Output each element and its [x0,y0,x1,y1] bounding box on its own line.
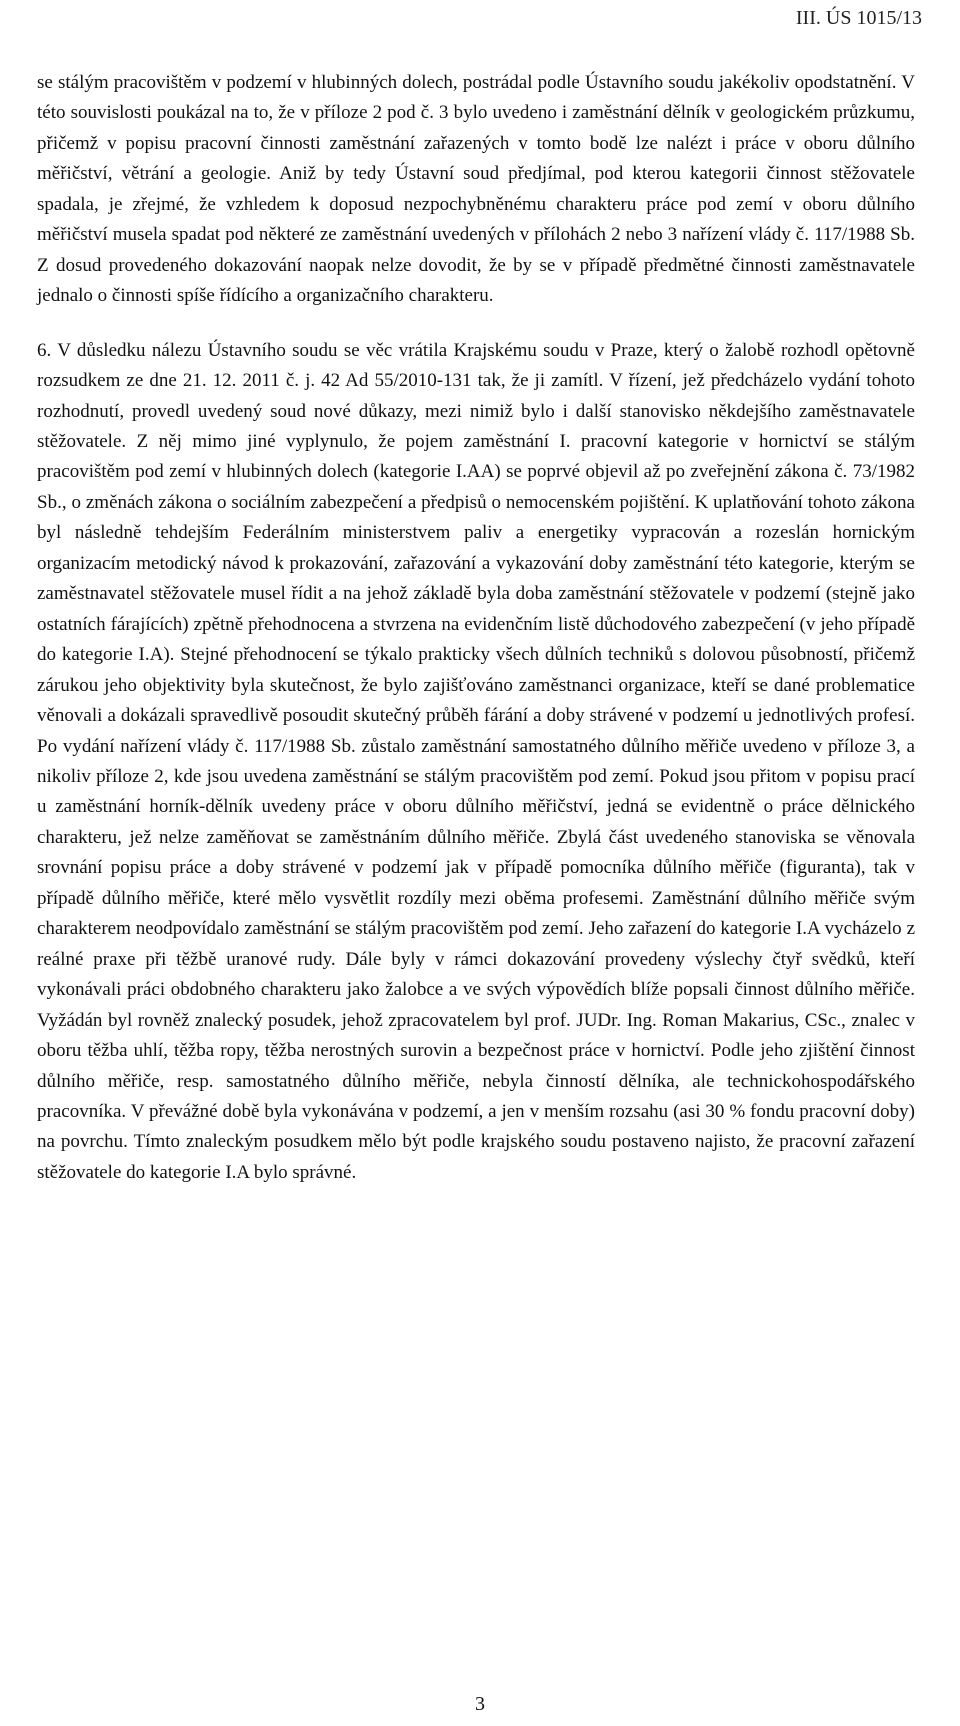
paragraph-spacer [37,312,915,336]
page-number: 3 [475,1693,485,1715]
paragraph-text: V důsledku nálezu Ústavního soudu se věc vrátila Krajskému soudu v Praze, který o žalobě rozhodl opětovně rozsudkem ze dne 21. 12. 2011 č. j. 42 Ad 55/2010-131 tak, že ji zamítl. V řízení, jež předcházelo vydání tohoto rozhodnutí, provedl uvedený soud nové důkazy, mezi nimiž bylo i další stanovisko někdejšího zaměstnavatele stěžovatele. Z něj mimo jiné vyplynulo, že pojem zaměstnání I. pracovní kategorie v hornictví se stálým pracovištěm pod zemí v hlubinných dolech (kategorie I.AA) se poprvé objevil až po zveřejnění zákona č. 73/1982 Sb., o změnách zákona o sociálním zabezpečení a předpisů o nemocenském pojištění. K uplatňování tohoto zákona byl následně tehdejším Federálním ministerstvem paliv a energetiky vypracován a rozeslán hornickým organizacím metodický návod k prokazování, zařazování a vykazování doby zaměstnání této kategorie, kterým se zaměstnavatel stěžovatele musel řídit a na jehož základě byla doba zaměstnání stěžovatele v podzemí (stejně jako ostatních fárajících) zpětně přehodnocena a stvrzena na evidenčním listě důchodového zabezpečení (v jeho případě do kategorie I.A). Stejné přehodnocení se týkalo prakticky všech důlních techniků s dolovou působností, přičemž zárukou jeho objektivity byla skutečnost, že bylo zajišťováno zaměstnanci organizace, kteří se dané problematice věnovali a dokázali spravedlivě posoudit skutečný průběh fárání a doby strávené v podzemí u jednotlivých profesí. Po vydání nařízení vlády č. 117/1988 Sb. zůstalo zaměstnání samostatného důlního měřiče uvedeno v příloze 3, a nikoliv příloze 2, kde jsou uvedena zaměstnání se stálým pracovištěm pod zemí. Pokud jsou přitom v popisu prací u zaměstnání horník-dělník uvedeny práce v oboru důlního měřičství, jedná se evidentně o práce dělnického charakteru, jež nelze zaměňovat se zaměstnáním důlního měřiče. Zbylá část uvedeného stanoviska se věnovala srovnání popisu práce a doby strávené v podzemí jak v případě pomocníka důlního měřiče (figuranta), tak v případě důlního měřiče, které mělo vysvětlit rozdíly mezi oběma profesemi. Zaměstnání důlního měřiče svým charakterem neodpovídalo zaměstnání se stálým pracovištěm pod zemí. Jeho zařazení do kategorie I.A vycházelo z reálné praxe při těžbě uranové rudy. Dále byly v rámci dokazování provedeny výslechy čtyř svědků, kteří vykonávali práci obdobného charakteru jako žalobce a ve svých výpovědích blíže popsali činnost důlního měřiče. Vyžádán byl rovněž znalecký posudek, jehož zpracovatelem byl prof. JUDr. Ing. Roman Makarius, CSc., znalec v oboru těžba uhlí, těžba ropy, těžba nerostných surovin a bezpečnost práce v hornictví. Podle jeho zjištění činnost důlního měřiče, resp. samostatného důlního měřiče, nebyla činností dělníka, ale technickohospodářského pracovníka. V převážné době byla vykonávána v podzemí, a jen v menším rozsahu (asi 30 % fondu pracovní doby) na povrchu. Tímto znaleckým posudkem mělo být podle krajského soudu postaveno najisto, že pracovní zařazení stěžovatele do kategorie I.A bylo správné. [37,339,915,1183]
paragraph-continuation [37,68,915,312]
document-body [37,68,915,1188]
paragraph-text: se stálým pracovištěm v podzemí v hlubinných dolech, postrádal podle Ústavního soudu jakékoliv opodstatnění. V této souvislosti poukázal na to, že v příloze 2 pod č. 3 bylo uvedeno i zaměstnání dělník v geologickém průzkumu, přičemž v popisu pracovní činnosti zaměstnání zařazených v tomto bodě lze nalézt i práce v oboru důlního měřičství, větrání a geologie. Aniž by tedy Ústavní soud předjímal, pod kterou kategorii činnost stěžovatele spadala, je zřejmé, že vzhledem k doposud nezpochybněnému charakteru práce pod zemí v oboru důlního měřičství musela spadat pod některé ze zaměstnání uvedených v přílohách 2 nebo 3 nařízení vlády č. 117/1988 Sb. Z dosud provedeného dokazování naopak nelze dovodit, že by se v případě předmětné činnosti zaměstnavatele jednalo o činnosti spíše řídícího a organizačního charakteru. [37,72,915,307]
case-number-header: III. ÚS 1015/13 [795,7,922,29]
paragraph-number: 6. [37,339,52,361]
paragraph-6 [37,336,915,1189]
